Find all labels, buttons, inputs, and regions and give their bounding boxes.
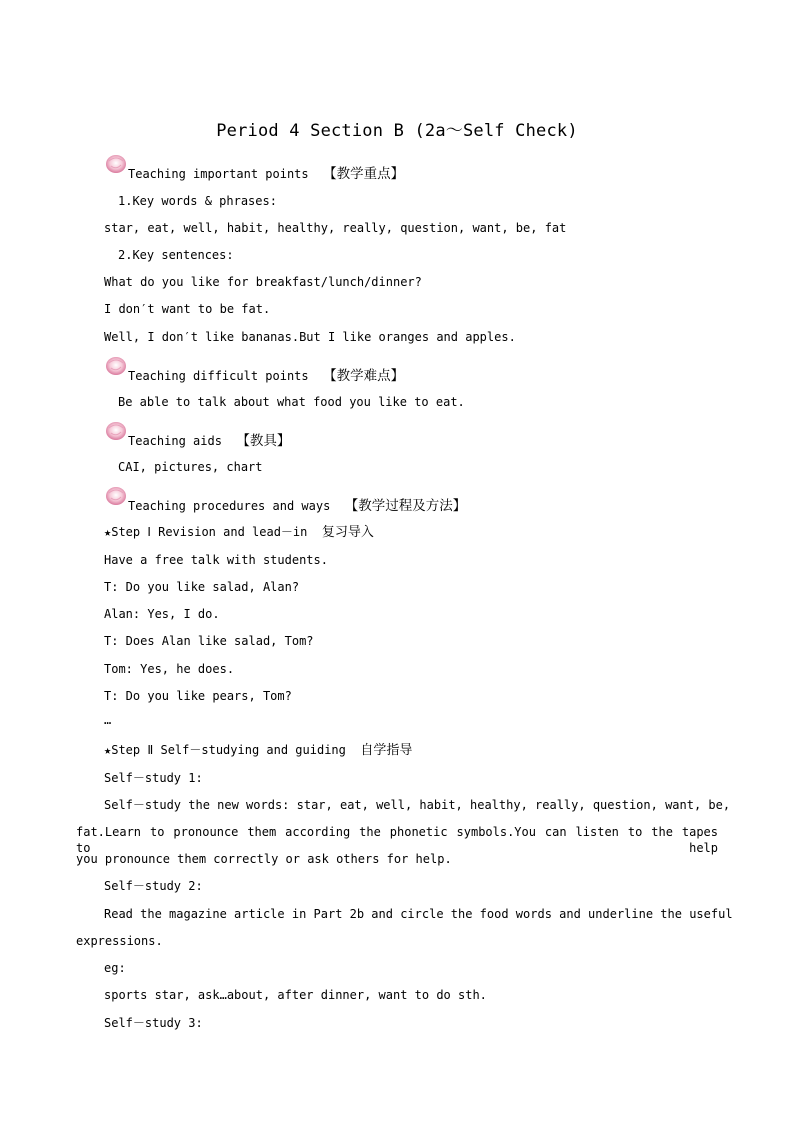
page-title: Period 4 Section B (2a～Self Check): [216, 121, 578, 141]
self-study-3-label: Self－study 3:: [104, 1016, 203, 1030]
self-study-1-text: Self－study the new words: star, eat, well, habit, healthy, really, question, want, be,: [104, 798, 731, 812]
procedure-line: Have a free talk with students.: [104, 553, 328, 567]
self-study-2-text: Read the magazine article in Part 2b and circle the food words and underline the useful: [104, 907, 733, 921]
key-sentence: I don′t want to be fat.: [104, 302, 271, 316]
dialogue-line: T: Do you like salad, Alan?: [104, 580, 300, 594]
key-words-label: 1.Key words & phrases:: [118, 194, 277, 208]
step-2-heading: [104, 742, 412, 759]
self-study-2-label: Self－study 2:: [104, 879, 203, 893]
dialogue-line: T: Does Alan like salad, Tom?: [104, 634, 314, 648]
self-study-1-text: fat.Learn to pronounce them according the phonetic symbols.You can listen to the tapes to help: [76, 825, 718, 855]
self-study-2-text: expressions.: [76, 934, 163, 948]
step-2-cn: 自学指导: [360, 743, 413, 758]
step-1-heading: [104, 524, 374, 541]
step-1-label: ★Step Ⅰ Revision and lead－in: [104, 525, 308, 539]
heading-text: Teaching important points: [128, 167, 309, 181]
aids-text: CAI, pictures, chart: [118, 460, 263, 474]
step-1-cn: 复习导入: [321, 525, 374, 540]
flower-bullet-icon: [104, 152, 128, 176]
step-2-label: ★Step Ⅱ Self－studying and guiding: [104, 743, 346, 757]
heading-cn: 【教学重点】: [323, 166, 405, 182]
heading-cn: 【教学难点】: [323, 368, 405, 384]
ellipsis: …: [104, 713, 112, 727]
flower-bullet-icon: [104, 419, 128, 443]
difficult-points-text: Be able to talk about what food you like to eat.: [118, 395, 465, 409]
key-sentences-label: 2.Key sentences:: [118, 248, 234, 262]
self-study-1-label: Self－study 1:: [104, 771, 203, 785]
dialogue-line: T: Do you like pears, Tom?: [104, 689, 292, 703]
flower-bullet-icon: [104, 484, 128, 508]
heading-text: Teaching procedures and ways: [128, 499, 331, 513]
heading-cn: 【教具】: [236, 433, 291, 449]
dialogue-line: Tom: Yes, he does.: [104, 662, 235, 676]
heading-text: Teaching aids: [128, 434, 222, 448]
key-sentence: What do you like for breakfast/lunch/dinner?: [104, 275, 422, 289]
example-text: sports star, ask…about, after dinner, want to do sth.: [104, 988, 487, 1002]
flower-bullet-icon: [104, 354, 128, 378]
heading-text: Teaching difficult points: [128, 369, 309, 383]
self-study-1-text: you pronounce them correctly or ask others for help.: [76, 852, 452, 866]
key-sentence: Well, I don′t like bananas.But I like oranges and apples.: [104, 330, 516, 344]
key-words-list: star, eat, well, habit, healthy, really, question, want, be, fat: [104, 221, 567, 235]
heading-cn: 【教学过程及方法】: [344, 498, 467, 514]
dialogue-line: Alan: Yes, I do.: [104, 607, 220, 621]
example-label: eg:: [104, 961, 126, 975]
